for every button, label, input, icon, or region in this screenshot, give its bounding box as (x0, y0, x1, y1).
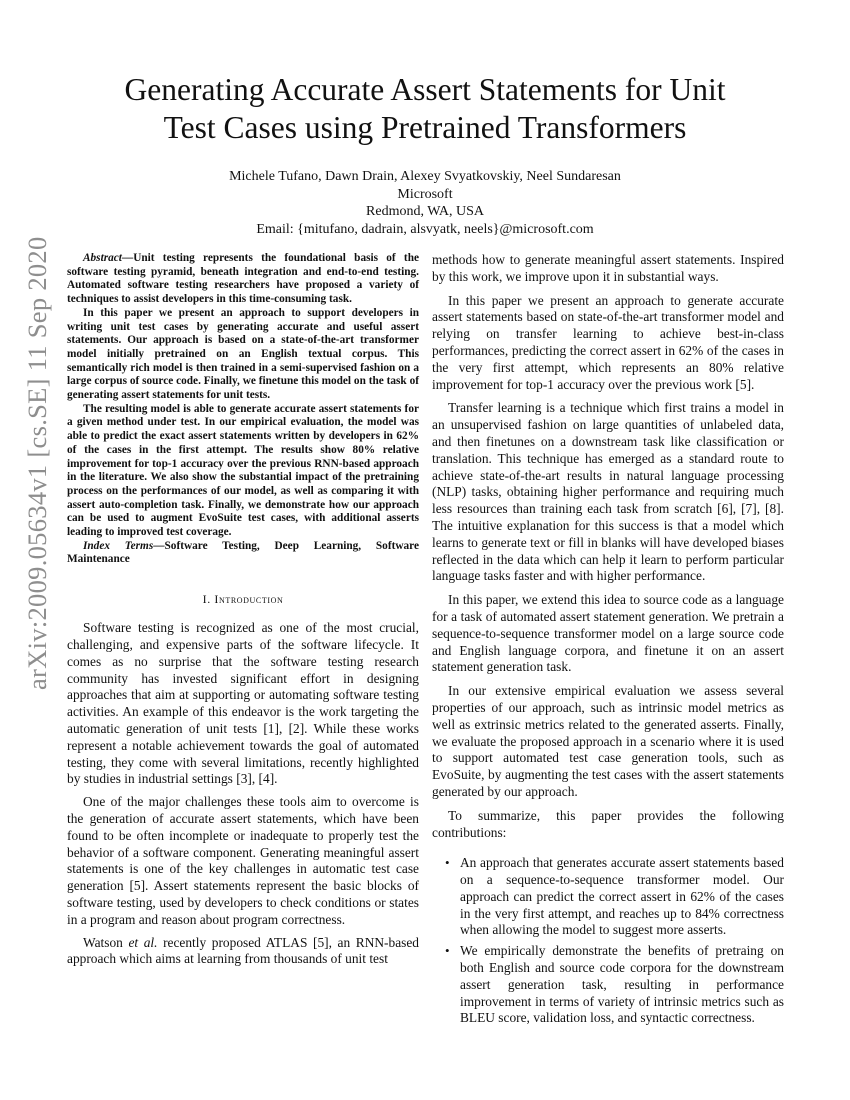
right-column (432, 252, 784, 1031)
title-line-2: Test Cases using Pretrained Transformers (163, 110, 687, 145)
title-line-1: Generating Accurate Assert Statements for Unit (124, 72, 726, 107)
list-item (432, 855, 784, 939)
abstract-paragraph-3: The resulting model is able to generate accurate assert statements for a given method under test. In our empirical evaluation, the model was able to predict the exact assert statements written by developers in 62% of the cases in the first attempt. The results show 80% relative improvement for top-1 accuracy over the previous RNN-based approach in the literature. We also show the substantial impact of the pretraining process on the performances of our model, as well as comparing it with assert auto-completion task. Finally, we demonstrate how our approach can be used to augment EvoSuite test cases, with additional asserts leading to improved test coverage. (67, 402, 419, 539)
author-email: Email: {mitufano, dadrain, alsvyatk, neels}@microsoft.com (256, 221, 594, 237)
abstract-paragraph-1 (67, 252, 419, 307)
right-paragraph-5: To summarize, this paper provides the following contributions: (432, 807, 784, 840)
left-column (67, 252, 419, 974)
right-paragraph-4: In our extensive empirical evaluation we assess several properties of our approach, such as intrinsic model metrics as well as extrinsic metrics related to the generated asserts. Finally, we evaluate the proposed approach in a scenario where it is used to support automated test case generation tools, such as EvoSuite, by augmenting the test cases with the assert statements generated by our approach. (432, 683, 784, 799)
author-block (60, 168, 790, 238)
abstract (67, 252, 419, 567)
paper-title (60, 71, 790, 147)
right-paragraph-1: In this paper we present an approach to generate accurate assert statements based on state-of-the-art transformer model and relying on transfer learning to achieve best-in-class performances, predicting the correct assert in 62% of the cases in the very first attempt, which represents an 80% relative improvement for top-1 accuracy over the previous work [5]. (432, 292, 784, 392)
index-terms-text: —Software Testing, Deep Learning, Software Maintenance (67, 539, 419, 566)
bullet-icon: • (445, 855, 450, 871)
index-terms (67, 540, 419, 567)
abstract-paragraph-2: In this paper we present an approach to support developers in writing unit test cases by generating accurate and useful assert statements. Our approach is based on a state-of-the-art transformer model initially pretrained on an English textual corpus. This semantically rich model is then trained in a semi-supervised fashion on a large corpus of source code. Finally, we finetune this model on the task of generating assert statements for unit tests. (67, 306, 419, 402)
intro-p3-rest: recently proposed ATLAS [5], an RNN-based approach which aims at learning from thousands of unit test (67, 934, 419, 967)
intro-paragraph-1: Software testing is recognized as one of the most crucial, challenging, and expensive parts of the software lifecycle. It comes as no surprise that the software testing research community has invested significant effort in designing approaches that aim at supporting or automating software testing activities. An example of this endeavor is the work targeting the automatic generation of unit tests [1], [2]. While these works represent a notable achievement towards the goal of automated testing, they come with several limitations, recently highlighted by studies in industrial settings [3], [4]. (67, 620, 419, 787)
arxiv-identifier: arXiv:2009.05634v1 [cs.SE] 11 Sep 2020 (22, 236, 52, 690)
index-terms-label: Index Terms (83, 539, 154, 552)
section-heading-introduction: I. Introduction (202, 592, 284, 607)
right-paragraph-0: methods how to generate meaningful assert statements. Inspired by this work, we improve upon it in substantial ways. (432, 252, 784, 284)
right-column-body (432, 252, 784, 1027)
contributions-list (432, 855, 784, 1027)
abstract-text-1: —Unit testing represents the foundational basis of the software testing pyramid, beneath integration and end-to-end testing. Automated software testing researchers have proposed a variety of techniques to assist developers in this time-consuming task. (67, 252, 419, 306)
right-paragraph-2: Transfer learning is a technique which first trains a model in an unsupervised fashion on large quantities of unlabeled data, and then finetunes on a downstream task like classification or translation. This technique has emerged as a standard route to achieve state-of-the-art results in natural language processing (NLP) tasks, obtaining higher performance and requiring much less resources than training each task from scratch [6], [7], [8]. The intuitive explanation for this success is that a model which learns to generate text or fill in blanks will have developed biases reflected in the data which can help it learn to perform particular language tasks faster and with higher performance. (432, 400, 784, 584)
intro-paragraph-2: One of the major challenges these tools aim to overcome is the generation of accurate assert statements, which have been found to be often incomplete or inadequate to properly test the behavior of a software component. Generating meaningful assert statements is one of the key challenges in automatic test case generation [5]. Assert statements represent the basic blocks of software testing, used by developers to check conditions or states in a program and reason about program correctness. (67, 794, 419, 927)
intro-p3-etal: et al. (128, 934, 158, 950)
bullet-icon: • (445, 943, 450, 959)
intro-paragraph-3 (67, 935, 419, 969)
author-names: Michele Tufano, Dawn Drain, Alexey Svyatkovskiy, Neel Sundaresan (229, 169, 621, 184)
author-location: Redmond, WA, USA (366, 204, 484, 219)
author-affiliation: Microsoft (397, 186, 453, 202)
list-item (432, 943, 784, 1027)
contribution-1: An approach that generates accurate assert statements based on a sequence-to-sequence transformer model. Our approach can predict the correct assert in 62% of the cases in the very first attempt, and reaches up to 84% correctness when allowing the model to suggest more asserts. (460, 855, 784, 938)
intro-p3-prefix: Watson (83, 934, 129, 950)
contribution-2: We empirically demonstrate the benefits of pretraing on both English and source code corpora for the downstream assert generation task, resulting in performance improvement in terms of variety of intrinsic metrics such as BLEU score, validation loss, and syntactic correctness. (460, 943, 784, 1026)
abstract-label: Abstract (83, 252, 122, 264)
right-paragraph-3: In this paper, we extend this idea to source code as a language for a task of automated assert statement generation. We pretrain a sequence-to-sequence transformer model on a large source code and English language corpora, and finetune it on an assert statement generation task. (432, 592, 784, 675)
introduction-body (67, 620, 419, 968)
